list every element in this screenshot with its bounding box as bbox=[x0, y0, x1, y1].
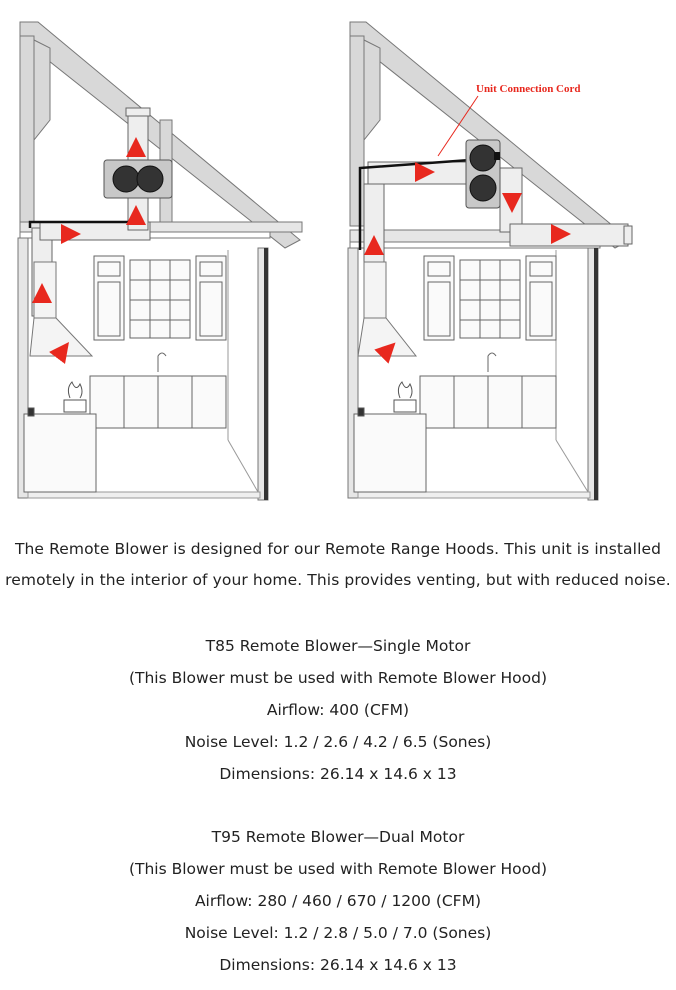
stovetop-pot bbox=[28, 382, 86, 416]
spec-airflow: Airflow: 280 / 460 / 670 / 1200 (CFM) bbox=[194, 892, 482, 910]
spec-note: (This Blower must be used with Remote Blower Hood) bbox=[128, 860, 548, 878]
spec-noise: Noise Level: 1.2 / 2.6 / 4.2 / 6.5 (Sones) bbox=[184, 733, 492, 751]
remote-blower-unit bbox=[466, 140, 500, 208]
remote-blower-unit bbox=[104, 160, 172, 198]
floor-perspective bbox=[556, 440, 588, 492]
stovetop-pot bbox=[358, 382, 416, 416]
spec-block-t95 bbox=[0, 821, 676, 981]
callout-label: Unit Connection Cord bbox=[476, 83, 581, 95]
house-diagram-soffit-blower bbox=[348, 22, 632, 500]
right-wall-edge bbox=[594, 248, 598, 500]
intro-paragraph bbox=[0, 534, 676, 596]
spec-title: T85 Remote Blower—Single Motor bbox=[205, 637, 471, 655]
intro-line: The Remote Blower is designed for our Remote Range Hoods. This unit is installed bbox=[14, 540, 662, 558]
spec-title: T95 Remote Blower—Dual Motor bbox=[211, 828, 465, 846]
range-hood bbox=[30, 262, 92, 356]
roof-truss bbox=[20, 22, 300, 248]
spec-dimensions: Dimensions: 26.14 x 14.6 x 13 bbox=[219, 956, 457, 974]
spec-noise: Noise Level: 1.2 / 2.8 / 5.0 / 7.0 (Sones) bbox=[184, 924, 492, 942]
floor bbox=[28, 492, 260, 498]
spec-note: (This Blower must be used with Remote Blower Hood) bbox=[128, 669, 548, 687]
floor-perspective bbox=[228, 440, 258, 492]
right-wall-edge bbox=[264, 248, 268, 500]
intro-line: remotely in the interior of your home. This provides venting, but with reduced noise. bbox=[5, 571, 671, 589]
floor bbox=[358, 492, 590, 498]
spec-block-t85 bbox=[0, 630, 676, 790]
house-diagram-attic-blower bbox=[18, 22, 302, 500]
roof-truss bbox=[350, 22, 630, 248]
spec-dimensions: Dimensions: 26.14 x 14.6 x 13 bbox=[219, 765, 457, 783]
range-hood bbox=[358, 262, 416, 356]
spec-airflow: Airflow: 400 (CFM) bbox=[266, 701, 410, 719]
